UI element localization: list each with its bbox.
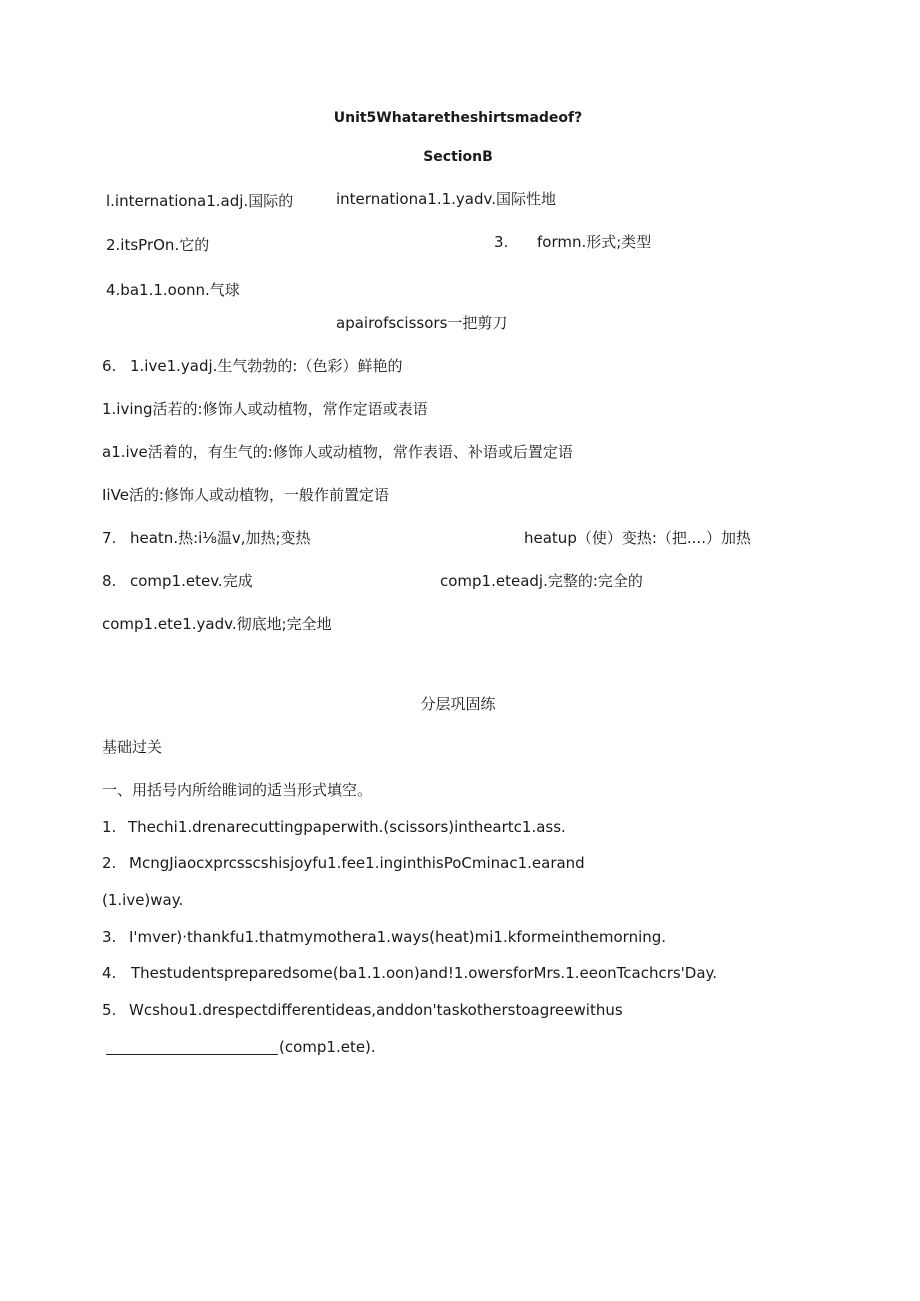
page-title: Unit5Whataretheshirtsmadeof? [333, 110, 583, 126]
vocab-item-6-number: 6. [102, 357, 117, 375]
exercise-text-2-cont: (1.ive)way. [102, 891, 184, 909]
vocab-item-7-number: 7. [102, 529, 117, 547]
vocab-item-8b: comp1.eteadj.完整的:完全的 [440, 572, 643, 590]
section-title: SectionB [423, 149, 493, 165]
note-alive: a1.ive活着的，有生气的:修饰人或动植物，常作表语、补语或后置定语 [102, 443, 573, 461]
note-live: IiVe活的:修饰人或动植物，一般作前置定语 [102, 486, 389, 504]
vocab-item-7b: heatup（使）变热:（把....）加热 [524, 529, 751, 547]
exercise-number-3: 3. [102, 928, 117, 946]
vocab-item-8c: comp1.ete1.yadv.彻底地;完全地 [102, 615, 332, 633]
exercise-text-5: Wcshou1.drespectdifferentideas,anddon'taskotherstoagreewithus [129, 1001, 623, 1019]
vocab-item-3-number: 3. [494, 233, 509, 251]
exercise-text-2: McngJiaocxprcsscshisjoyfu1.fee1.inginthisPoCminac1.earand [129, 854, 585, 872]
exercise-text-4: Thestudentspreparedsome(ba1.1.oon)and!1.owersforMrs.1.eeonTcachcrs'Day. [131, 964, 718, 982]
level-heading: 基础过关 [102, 738, 163, 756]
exercise-instruction: 一、用括号内所给睢词的适当形式填空。 [102, 781, 373, 799]
exercise-number-2: 2. [102, 854, 117, 872]
vocab-item-8a: comp1.etev.完成 [130, 572, 253, 590]
exercise-number-5: 5. [102, 1001, 117, 1019]
practice-heading: 分层巩固练 [420, 695, 496, 713]
vocab-item-7a: heatn.热:i⅛温v,加热;变热 [130, 529, 311, 547]
vocab-item-3: formn.形式;类型 [537, 233, 652, 251]
vocab-item-4: 4.ba1.1.oonn.气球 [106, 281, 240, 299]
vocab-item-5: apairofscissors一把剪刀 [336, 314, 508, 332]
vocab-item-1a: l.internationa1.adj.国际的 [106, 192, 294, 210]
vocab-item-2: 2.itsPrOn.它的 [106, 236, 210, 254]
vocab-item-6: 1.ive1.yadj.生气勃勃的:（色彩）鲜艳的 [130, 357, 403, 375]
exercise-number-1: 1. [102, 818, 117, 836]
exercise-number-4: 4. [102, 964, 117, 982]
vocab-item-1b: internationa1.1.yadv.国际性地 [336, 190, 557, 208]
note-living: 1.iving活若的:修饰人或动植物，常作定语或表语 [102, 400, 428, 418]
exercise-text-3: I'mver)·thankfu1.thatmymothera1.ways(heat)mi1.kformeinthemorning. [129, 928, 667, 946]
vocab-item-8-number: 8. [102, 572, 117, 590]
exercise-text-1: Thechi1.drenarecuttingpaperwith.(scissors)intheartc1.ass. [128, 818, 566, 836]
answer-blank [106, 1054, 278, 1055]
exercise-text-5-cont: (comp1.ete). [279, 1038, 376, 1056]
